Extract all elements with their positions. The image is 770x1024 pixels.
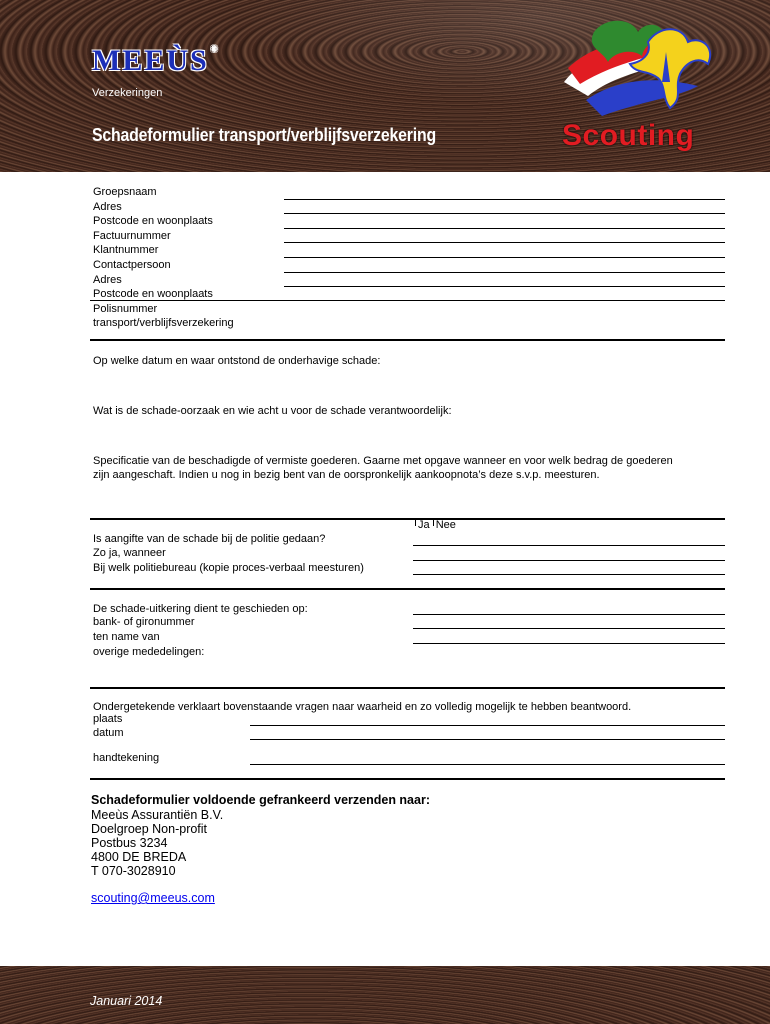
section-divider	[90, 588, 725, 590]
declaration-text: Ondergetekende verklaart bovenstaande vragen naar waarheid en zo volledig mogelijk te hebben beantwoord.	[93, 701, 632, 713]
address-line-phone: T 070-3028910	[91, 864, 176, 878]
mailing-heading: Schadeformulier voldoende gefrankeerd verzenden naar:	[91, 793, 430, 807]
input-line-klantnummer[interactable]	[284, 257, 725, 258]
input-line-contactpersoon[interactable]	[284, 272, 725, 273]
police-when-label: Zo ja, wanneer	[93, 547, 166, 559]
address-line-postbus: Postbus 3234	[91, 836, 168, 850]
declaration-date-label: datum	[93, 727, 124, 739]
input-line-date[interactable]	[250, 739, 725, 740]
payment-account-label: bank- of gironummer	[93, 616, 195, 628]
footer-banner	[0, 966, 770, 1024]
question-oorzaak: Wat is de schade-oorzaak en wie acht u voor de schade verantwoordelijk:	[93, 405, 452, 417]
field-label-polis-type: transport/verblijfsverzekering	[93, 317, 234, 329]
input-line-police-answer[interactable]	[413, 545, 725, 546]
input-line-name[interactable]	[413, 643, 725, 644]
input-line-account[interactable]	[413, 628, 725, 629]
input-line-adres[interactable]	[284, 213, 725, 214]
input-line-factuurnummer[interactable]	[284, 242, 725, 243]
field-label-groepsnaam: Groepsnaam	[93, 186, 157, 198]
checkbox-nee[interactable]	[433, 518, 434, 526]
section-divider	[90, 687, 725, 689]
police-question: Is aangifte van de schade bij de politie gedaan?	[93, 533, 326, 545]
scouting-wordmark: Scouting	[562, 119, 695, 152]
police-bureau-label: Bij welk politiebureau (kopie proces-verbaal meesturen)	[93, 562, 364, 574]
section-divider	[90, 778, 725, 780]
payment-intro: De schade-uitkering dient te geschieden op:	[93, 603, 308, 615]
input-line-postcode-2[interactable]	[90, 300, 725, 301]
question-specificatie-line2: zijn aangeschaft. Indien u nog in bezig bent van de oorspronkelijk aankoopnota’s deze s.v.p. meesturen.	[93, 469, 600, 481]
question-datum: Op welke datum en waar ontstond de onderhavige schade:	[93, 355, 381, 367]
declaration-signature-label: handtekening	[93, 752, 160, 764]
category-label: Verzekeringen	[92, 87, 163, 99]
option-nee-label: Nee	[435, 519, 456, 531]
question-specificatie-line1: Specificatie van de beschadigde of vermiste goederen. Gaarne met opgave wanneer en voor welk bedrag de goederen	[93, 455, 673, 467]
scouting-emblem-icon	[558, 12, 723, 124]
section-divider	[90, 518, 725, 520]
field-label-postcode-2: Postcode en woonplaats	[93, 288, 213, 300]
police-answer-options	[415, 518, 456, 533]
meeus-logo-text: MEEÙS	[92, 44, 209, 77]
input-line-postcode[interactable]	[284, 228, 725, 229]
payment-name-label: ten name van	[93, 631, 160, 643]
address-line-company: Meeùs Assurantiën B.V.	[91, 808, 224, 822]
declaration-place-label: plaats	[93, 713, 123, 725]
field-label-polisnummer: Polisnummer	[93, 303, 158, 315]
checkbox-ja[interactable]	[415, 518, 416, 526]
footer-date: Januari 2014	[90, 994, 163, 1008]
field-label-factuurnummer: Factuurnummer	[93, 230, 171, 242]
input-line-police-bureau[interactable]	[413, 574, 725, 575]
input-line-place[interactable]	[250, 725, 725, 726]
field-label-postcode: Postcode en woonplaats	[93, 215, 213, 227]
field-label-adres-2: Adres	[93, 274, 122, 286]
section-divider	[90, 339, 725, 341]
input-line-adres-2[interactable]	[284, 286, 725, 287]
input-line-signature[interactable]	[250, 764, 725, 765]
field-label-contactpersoon: Contactpersoon	[93, 259, 171, 271]
input-line-payment-intro[interactable]	[413, 614, 725, 615]
registered-mark: ®	[210, 44, 220, 54]
address-line-city: 4800 DE BREDA	[91, 850, 187, 864]
meeus-logo	[92, 44, 219, 78]
option-ja-label: Ja	[418, 519, 430, 531]
address-line-department: Doelgroep Non-profit	[91, 822, 208, 836]
field-label-adres: Adres	[93, 201, 122, 213]
header-banner	[0, 0, 770, 172]
payment-other-label: overige mededelingen:	[93, 646, 205, 658]
input-line-police-when[interactable]	[413, 560, 725, 561]
field-label-klantnummer: Klantnummer	[93, 244, 159, 256]
email-link[interactable]: scouting@meeus.com	[91, 891, 215, 905]
input-line-groepsnaam[interactable]	[284, 199, 725, 200]
page-title: Schadeformulier transport/verblijfsverzekering	[92, 125, 437, 145]
